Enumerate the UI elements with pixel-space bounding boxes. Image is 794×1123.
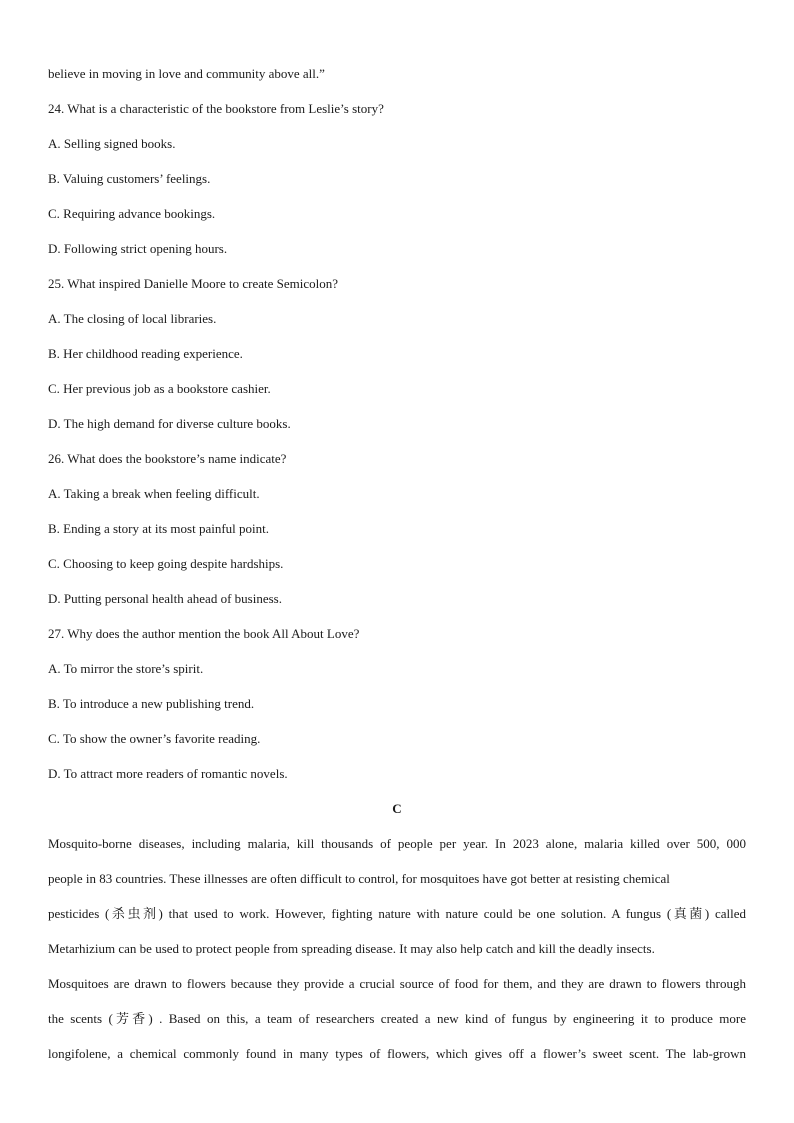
- document-page: [48, 56, 746, 1071]
- question-27-option-a: A. To mirror the store’s spirit.: [48, 661, 204, 676]
- question-26: 26. What does the bookstore’s name indicate?: [48, 451, 287, 466]
- questions-block: [48, 56, 746, 791]
- section-heading: C: [392, 801, 402, 816]
- passage-line: Metarhizium can be used to protect people from spreading disease. It may also help catch and kill the deadly insects.: [48, 941, 655, 956]
- passage-line: longifolene, a chemical commonly found in many types of flowers, which gives off a flower’s sweet scent. The lab-grown: [48, 1046, 746, 1061]
- question-25-option-d: D. The high demand for diverse culture books.: [48, 416, 291, 431]
- question-24-option-c: C. Requiring advance bookings.: [48, 206, 216, 221]
- question-26-option-b: B. Ending a story at its most painful point.: [48, 521, 269, 536]
- passage-line: Mosquitoes are drawn to flowers because they provide a crucial source of food for them, and they are drawn to flowers through: [48, 976, 746, 991]
- question-26-option-d: D. Putting personal health ahead of business.: [48, 591, 282, 606]
- passage-closing-line: believe in moving in love and community above all.”: [48, 66, 325, 81]
- question-27-option-b: B. To introduce a new publishing trend.: [48, 696, 255, 711]
- question-24-option-a: A. Selling signed books.: [48, 136, 176, 151]
- question-27: 27. Why does the author mention the book All About Love?: [48, 626, 360, 641]
- question-27-option-c: C. To show the owner’s favorite reading.: [48, 731, 261, 746]
- question-25: 25. What inspired Danielle Moore to create Semicolon?: [48, 276, 338, 291]
- passage-line: pesticides (杀虫剂) that used to work. However, fighting nature with nature could be one solution. A fungus (真菌) called: [48, 906, 746, 921]
- question-24-option-d: D. Following strict opening hours.: [48, 241, 228, 256]
- passage-line: people in 83 countries. These illnesses are often difficult to control, for mosquitoes have got better at resisting chemical: [48, 871, 670, 886]
- question-25-option-c: C. Her previous job as a bookstore cashier.: [48, 381, 271, 396]
- passage-line: the scents (芳香) . Based on this, a team of researchers created a new kind of fungus by engineering it to produce more: [48, 1011, 746, 1026]
- question-26-option-a: A. Taking a break when feeling difficult.: [48, 486, 260, 501]
- question-25-option-b: B. Her childhood reading experience.: [48, 346, 243, 361]
- question-24: 24. What is a characteristic of the bookstore from Leslie’s story?: [48, 101, 384, 116]
- question-25-option-a: A. The closing of local libraries.: [48, 311, 217, 326]
- passage-c: [48, 826, 746, 1071]
- passage-line: Mosquito-borne diseases, including malaria, kill thousands of people per year. In 2023 alone, malaria killed over 500, 000: [48, 836, 746, 851]
- question-26-option-c: C. Choosing to keep going despite hardships.: [48, 556, 284, 571]
- question-27-option-d: D. To attract more readers of romantic novels.: [48, 766, 288, 781]
- question-24-option-b: B. Valuing customers’ feelings.: [48, 171, 211, 186]
